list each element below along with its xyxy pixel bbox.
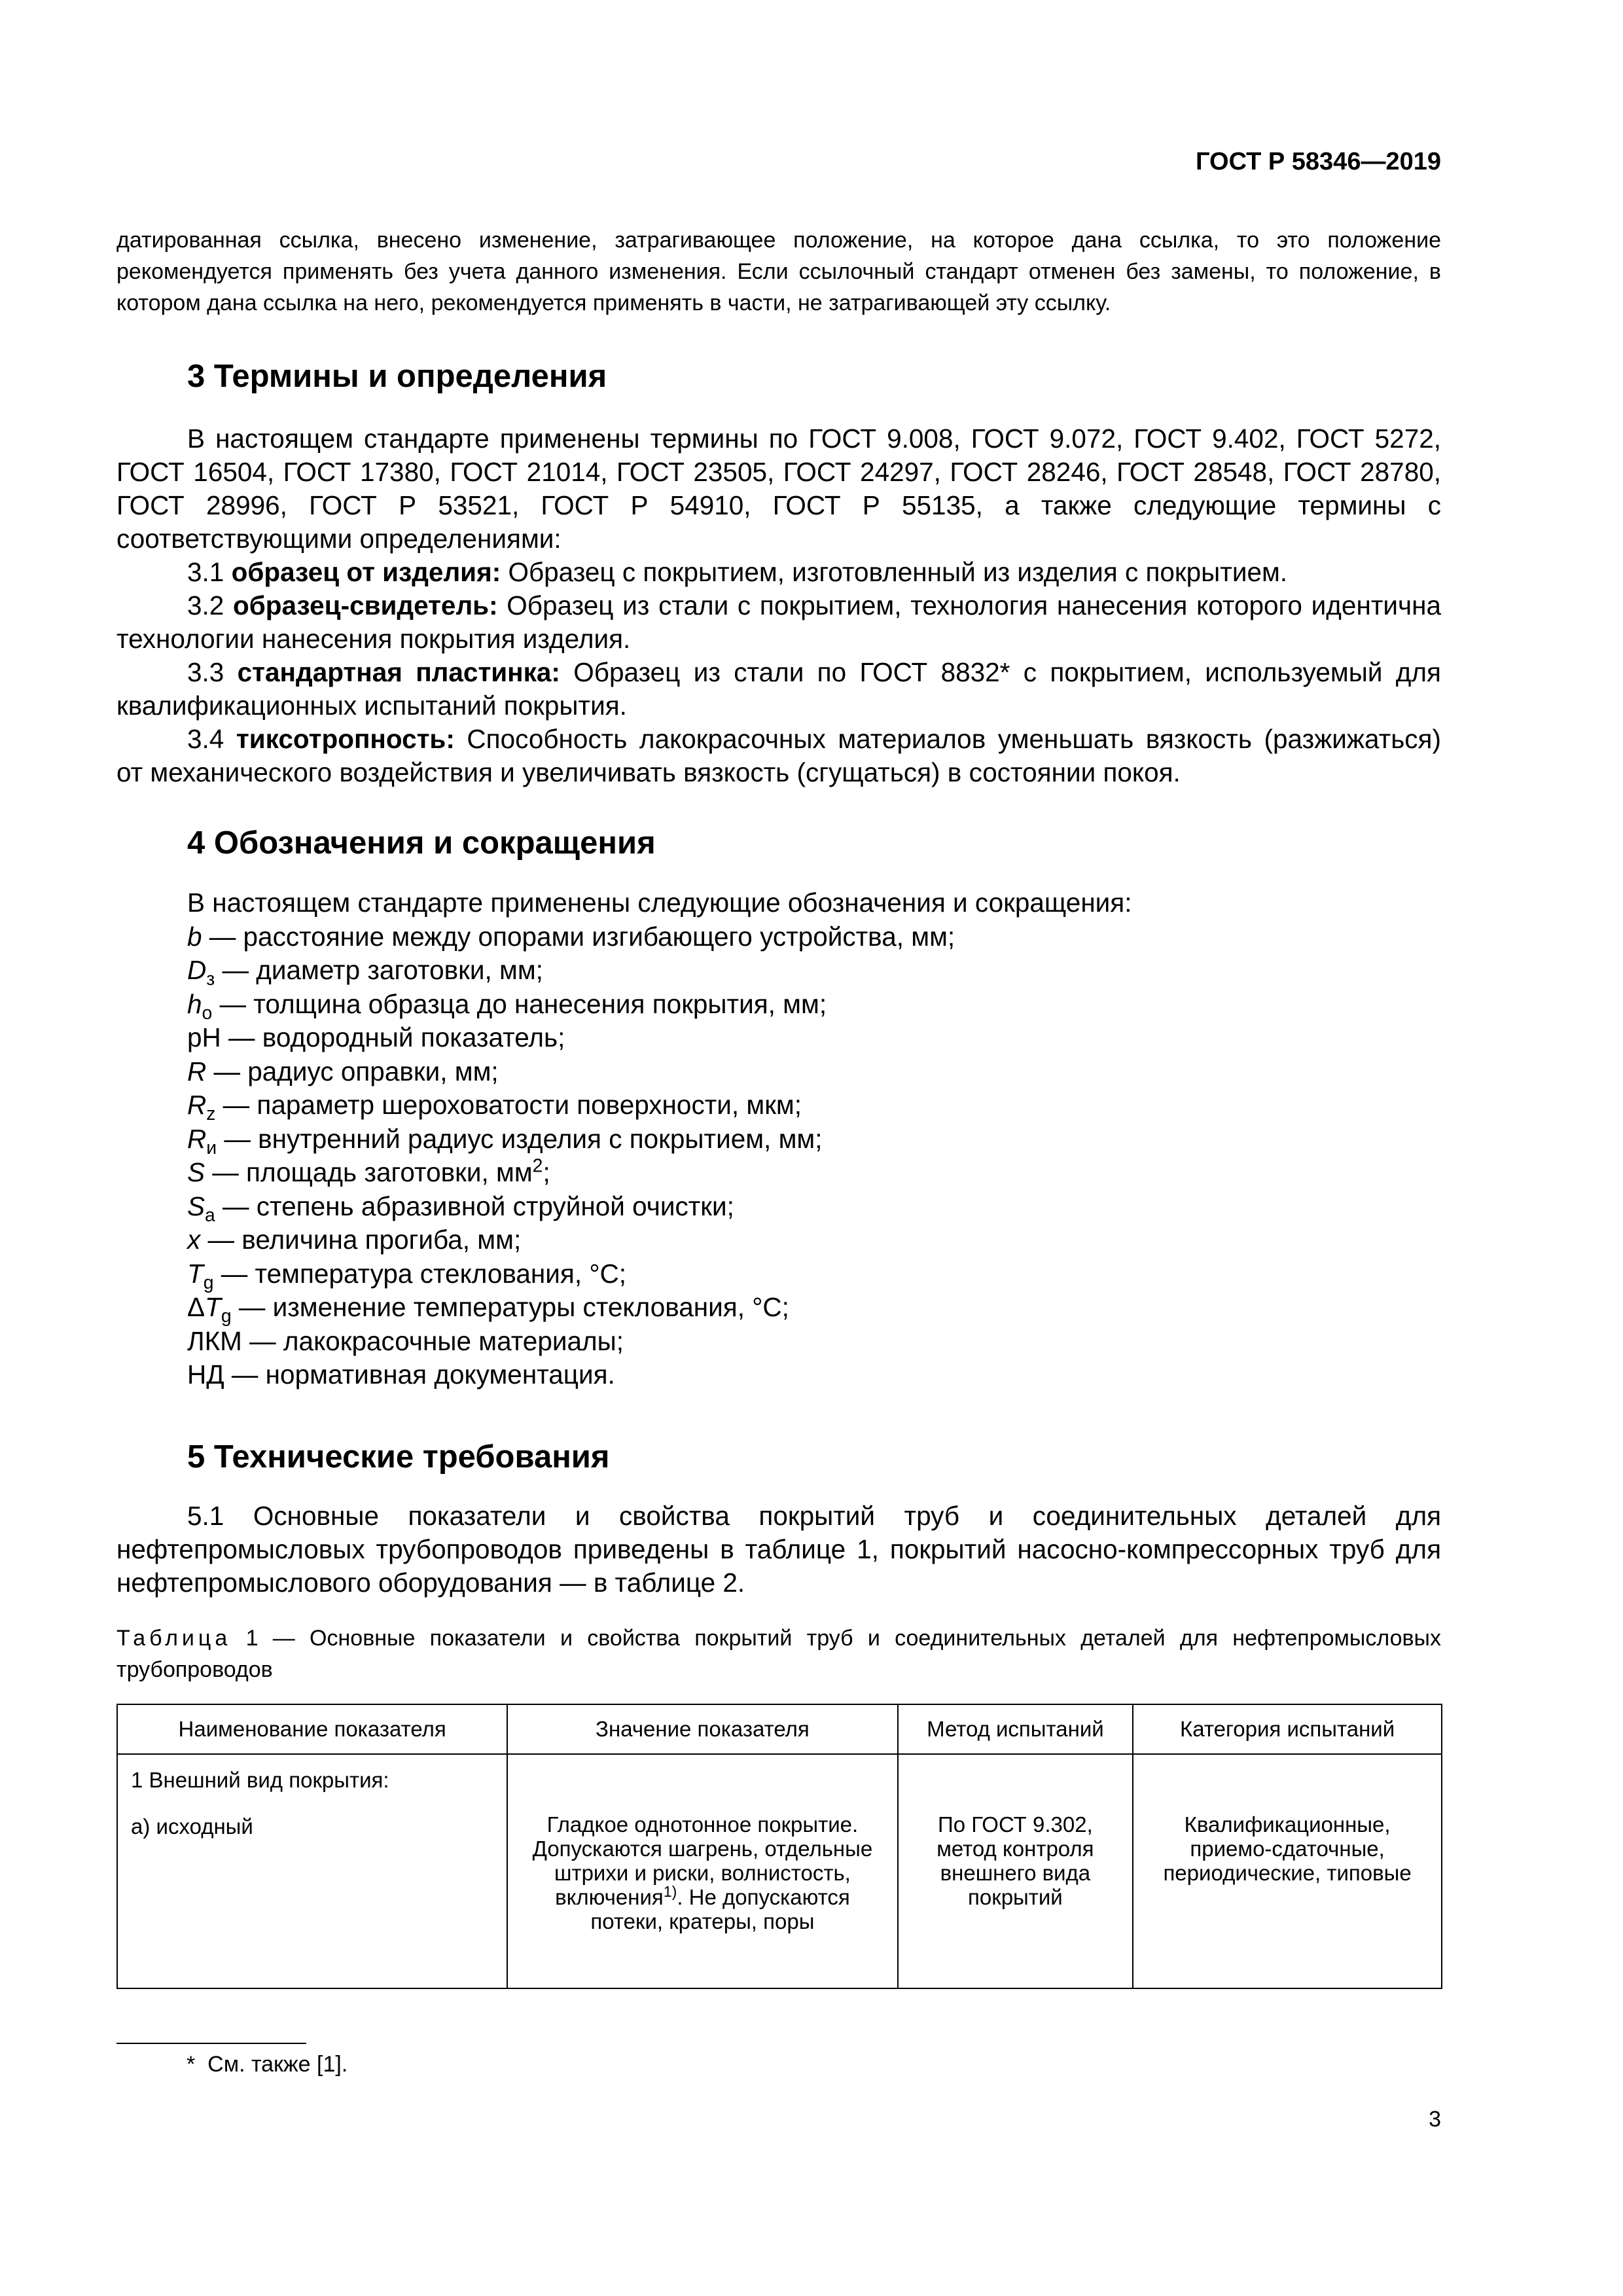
table-row [117,1754,1442,1988]
value-cell: Гладкое однотонное покрытие. Допускаются шагрень, отдельные штрихи и риски, волнистость, включения$^{1)}$. Не допускаются потеки, кратеры, поры [507,1754,897,1988]
symbol-item: $R_z$ — параметр шероховатости поверхности, мкм; [187,1090,802,1125]
symbol-item: ЛКМ — лакокрасочные материалы; [187,1325,624,1356]
symbols-list [116,886,1441,1392]
footnote: * См. также [1]. [187,2052,348,2077]
footnote-separator [116,2043,306,2044]
header-cell: Значение показателя [507,1704,897,1754]
page-number: 3 [1429,2107,1441,2132]
symbol-item: $R_и$ — внутренний радиус изделия с покрытием, мм; [187,1123,823,1158]
table-label: Таблица [116,1626,232,1651]
section-4-lead: В настоящем стандарте применены следующие обозначения и сокращения: [187,888,1132,918]
symbol-item: S — площадь заготовки, $мм^2$; [187,1155,550,1187]
header-cell: Метод испытаний [898,1704,1133,1754]
section-3-title: 3 Термины и определения [187,359,607,394]
symbol-item: $T_g$ — температура стеклования, °С; [187,1258,627,1293]
header-cell: Категория испытаний [1133,1704,1442,1754]
term-item: 3.3 стандартная пластинка: Образец из стали по ГОСТ 8832* с покрытием, используемый для квалификационных испытаний покрытия. [116,657,1441,721]
indicator-cell: 1 Внешний вид покрытия: а) исходный [117,1754,507,1988]
section-3-lead: В настоящем стандарте применены термины по ГОСТ 9.008, ГОСТ 9.072, ГОСТ 9.402, ГОСТ 5272, ГОСТ 16504, ГОСТ 17380, ГОСТ 21014, ГОСТ 23505, ГОСТ 24297, ГОСТ 28246, ГОСТ 28548, ГОСТ 28780, ГОСТ 28996, ГОСТ Р 53521, ГОСТ Р 54910, ГОСТ Р 55135, а также следующие термины с соответствующими определениями: [116,423,1441,554]
method-cell: По ГОСТ 9.302, метод контроля внешнего вида покрытий [898,1754,1133,1988]
clause-5-1: 5.1 Основные показатели и свойства покрытий труб и соединительных деталей для нефтепромысловых трубопроводов приведены в таблице 1, покрытий насосно-компрессорных труб для нефтепромыслового оборудования — в таблице 2. [116,1501,1441,1598]
symbol-item: pH — водородный показатель; [187,1022,565,1052]
section-5-title: 5 Технические требования [187,1439,610,1475]
section-5-body [116,1499,1441,1600]
table-1-caption: Таблица 1 — Основные показатели и свойства покрытий труб и соединительных деталей для нефтепромысловых трубопроводов [116,1626,1441,1682]
term-item: 3.1 образец от изделия: Образец с покрытием, изготовленный из изделия с покрытием. [187,557,1288,587]
symbol-item: b — расстояние между опорами изгибающего устройства, мм; [187,921,955,952]
symbol-item: x — величина прогиба, мм; [187,1225,522,1255]
section-4-title: 4 Обозначения и сокращения [187,825,656,861]
category-cell: Квалификационные, приемо-сдаточные, периодические, типовые [1133,1754,1442,1988]
intro-paragraph: датированная ссылка, внесено изменение, затрагивающее положение, на которое дана ссылка, то это положение рекомендуется применять без учета данного изменения. Если ссылочный стандарт отменен без замены, то положение, в котором дана ссылка на него, рекомендуется применять в части, не затрагивающей эту ссылку. [116,228,1441,315]
header-cell: Наименование показателя [117,1704,507,1754]
table-1 [116,1704,1442,1989]
symbol-item: $S_a$ — степень абразивной струйной очистки; [187,1191,734,1226]
symbol-item: $D_з$ — диаметр заготовки, мм; [187,955,543,990]
term-item: 3.2 образец-свидетель: Образец из стали с покрытием, технология нанесения которого идентична технологии нанесения покрытия изделия. [116,590,1441,654]
symbol-item: НД — нормативная документация. [187,1359,615,1390]
symbol-item: $h_о$ — толщина образца до нанесения покрытия, мм; [187,988,827,1024]
symbol-item: R — радиус оправки, мм; [187,1056,499,1086]
section-3-body [116,422,1441,789]
symbol-item: $\Delta T_g$ — изменение температуры стеклования, °С; [187,1292,789,1327]
table-header-row [117,1704,1442,1754]
term-item: 3.4 тиксотропность: Способность лакокрасочных материалов уменьшать вязкость (разжижаться) от механического воздействия и увеличивать вязкость (сгущаться) в состоянии покоя. [116,724,1441,787]
section-4-body [116,886,1441,1392]
document-code: ГОСТ Р 58346—2019 [1196,148,1441,175]
